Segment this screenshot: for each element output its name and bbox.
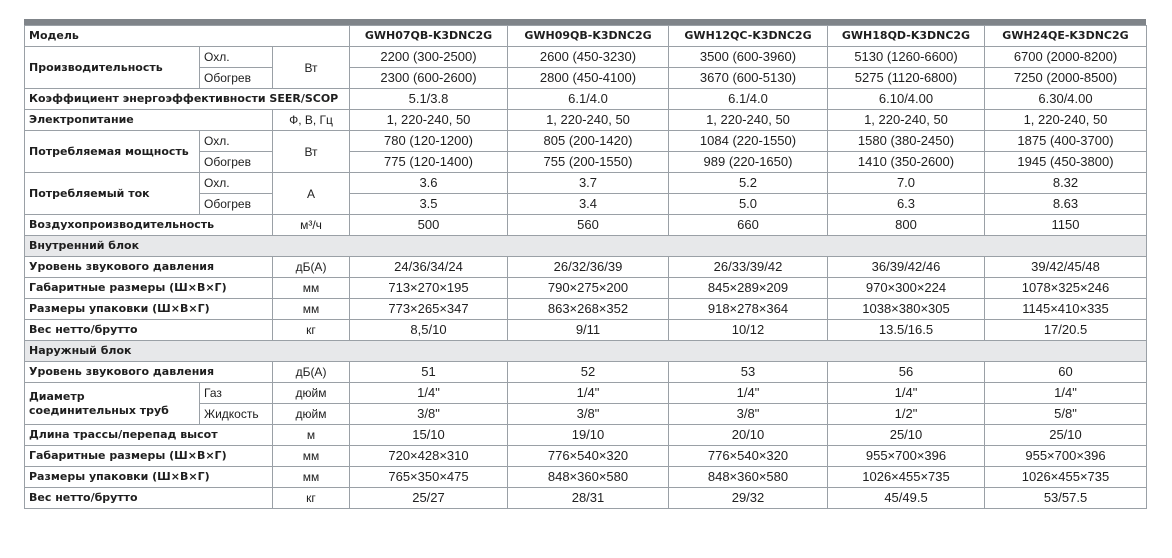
value-cell: 790×275×200 [508, 278, 669, 299]
value-cell: 3670 (600-5130) [669, 68, 828, 89]
value-cell: 5130 (1260-6600) [828, 47, 985, 68]
value-cell: 2200 (300-2500) [350, 47, 508, 68]
sub-label: Обогрев [200, 68, 273, 89]
model-name: GWH12QC-K3DNC2G [669, 26, 828, 47]
model-name: GWH24QE-K3DNC2G [985, 26, 1147, 47]
value-cell: 6700 (2000-8200) [985, 47, 1147, 68]
unit-cell: мм [273, 299, 350, 320]
unit-cell: мм [273, 467, 350, 488]
unit-cell: дБ(А) [273, 362, 350, 383]
value-cell: 3/8" [350, 404, 508, 425]
sub-label: Газ [200, 383, 273, 404]
unit-cell: кг [273, 488, 350, 509]
value-cell: 1145×410×335 [985, 299, 1147, 320]
sub-label: Охл. [200, 47, 273, 68]
value-cell: 1/4" [508, 383, 669, 404]
row-capacity-cool [25, 47, 1147, 68]
value-cell: 1/4" [350, 383, 508, 404]
row-label: Размеры упаковки (Ш×В×Г) [25, 467, 273, 488]
row-outdoor_noise [25, 362, 1147, 383]
value-cell: 3.6 [350, 173, 508, 194]
value-cell: 5/8" [985, 404, 1147, 425]
header-row [25, 26, 1147, 47]
unit-cell: м [273, 425, 350, 446]
value-cell: 1, 220-240, 50 [669, 110, 828, 131]
value-cell: 2800 (450-4100) [508, 68, 669, 89]
unit-cell: А [273, 173, 350, 215]
sub-label: Охл. [200, 173, 273, 194]
value-cell: 25/10 [828, 425, 985, 446]
sub-label: Обогрев [200, 152, 273, 173]
value-cell: 1/4" [828, 383, 985, 404]
row-label: Уровень звукового давления [25, 257, 273, 278]
value-cell: 3500 (600-3960) [669, 47, 828, 68]
value-cell: 8,5/10 [350, 320, 508, 341]
sub-label: Жидкость [200, 404, 273, 425]
unit-cell: дБ(А) [273, 257, 350, 278]
pipe-label-line2: соединительных труб [29, 403, 169, 417]
row-label: Электропитание [25, 110, 273, 131]
row-indoor_noise [25, 257, 1147, 278]
value-cell: 800 [828, 215, 985, 236]
value-cell: 28/31 [508, 488, 669, 509]
value-cell: 51 [350, 362, 508, 383]
row-indoor_dims [25, 278, 1147, 299]
row-pipe_length [25, 425, 1147, 446]
row-power_input-cool [25, 131, 1147, 152]
value-cell: 755 (200-1550) [508, 152, 669, 173]
unit-cell: кг [273, 320, 350, 341]
value-cell: 780 (120-1200) [350, 131, 508, 152]
row-pipe-gas [25, 383, 1147, 404]
value-cell: 5.1/3.8 [350, 89, 508, 110]
value-cell: 863×268×352 [508, 299, 669, 320]
value-cell: 776×540×320 [508, 446, 669, 467]
value-cell: 6.1/4.0 [669, 89, 828, 110]
value-cell: 7.0 [828, 173, 985, 194]
value-cell: 1875 (400-3700) [985, 131, 1147, 152]
value-cell: 1945 (450-3800) [985, 152, 1147, 173]
row-label: Габаритные размеры (Ш×В×Г) [25, 446, 273, 467]
row-current-cool [25, 173, 1147, 194]
value-cell: 3/8" [669, 404, 828, 425]
section-title: Внутренний блок [25, 236, 1147, 257]
value-cell: 3/8" [508, 404, 669, 425]
sub-label: Обогрев [200, 194, 273, 215]
row-label: Производительность [25, 47, 200, 89]
row-label: Коэффициент энергоэффективности SEER/SCOP [25, 89, 350, 110]
row-seer [25, 89, 1147, 110]
value-cell: 8.63 [985, 194, 1147, 215]
row-indoor_pack [25, 299, 1147, 320]
value-cell: 1150 [985, 215, 1147, 236]
value-cell: 1410 (350-2600) [828, 152, 985, 173]
row-outdoor_pack [25, 467, 1147, 488]
value-cell: 1078×325×246 [985, 278, 1147, 299]
value-cell: 3.5 [350, 194, 508, 215]
value-cell: 56 [828, 362, 985, 383]
value-cell: 5.0 [669, 194, 828, 215]
value-cell: 24/36/34/24 [350, 257, 508, 278]
value-cell: 52 [508, 362, 669, 383]
value-cell: 53 [669, 362, 828, 383]
value-cell: 39/42/45/48 [985, 257, 1147, 278]
value-cell: 6.30/4.00 [985, 89, 1147, 110]
value-cell: 848×360×580 [508, 467, 669, 488]
value-cell: 955×700×396 [828, 446, 985, 467]
value-cell: 6.1/4.0 [508, 89, 669, 110]
row-label: Длина трассы/перепад высот [25, 425, 273, 446]
value-cell: 20/10 [669, 425, 828, 446]
value-cell: 26/32/36/39 [508, 257, 669, 278]
value-cell: 2300 (600-2600) [350, 68, 508, 89]
row-power_supply [25, 110, 1147, 131]
value-cell: 918×278×364 [669, 299, 828, 320]
model-name: GWH07QB-K3DNC2G [350, 26, 508, 47]
value-cell: 845×289×209 [669, 278, 828, 299]
value-cell: 25/27 [350, 488, 508, 509]
value-cell: 3.4 [508, 194, 669, 215]
row-label [25, 383, 200, 425]
value-cell: 25/10 [985, 425, 1147, 446]
unit-cell: мм [273, 278, 350, 299]
model-name: GWH09QB-K3DNC2G [508, 26, 669, 47]
value-cell: 1038×380×305 [828, 299, 985, 320]
value-cell: 805 (200-1420) [508, 131, 669, 152]
sub-label: Охл. [200, 131, 273, 152]
value-cell: 500 [350, 215, 508, 236]
value-cell: 3.7 [508, 173, 669, 194]
value-cell: 29/32 [669, 488, 828, 509]
value-cell: 720×428×310 [350, 446, 508, 467]
value-cell: 1026×455×735 [985, 467, 1147, 488]
value-cell: 1026×455×735 [828, 467, 985, 488]
value-cell: 970×300×224 [828, 278, 985, 299]
value-cell: 1/2" [828, 404, 985, 425]
row-label: Габаритные размеры (Ш×В×Г) [25, 278, 273, 299]
value-cell: 776×540×320 [669, 446, 828, 467]
value-cell: 1, 220-240, 50 [828, 110, 985, 131]
value-cell: 1, 220-240, 50 [985, 110, 1147, 131]
value-cell: 9/11 [508, 320, 669, 341]
value-cell: 19/10 [508, 425, 669, 446]
row-label: Воздухопроизводительность [25, 215, 273, 236]
header-label: Модель [25, 26, 350, 47]
value-cell: 7250 (2000-8500) [985, 68, 1147, 89]
row-label: Потребляемая мощность [25, 131, 200, 173]
value-cell: 60 [985, 362, 1147, 383]
value-cell: 1/4" [669, 383, 828, 404]
row-outdoor_weight [25, 488, 1147, 509]
value-cell: 53/57.5 [985, 488, 1147, 509]
spec-table-body [25, 26, 1147, 509]
value-cell: 989 (220-1650) [669, 152, 828, 173]
value-cell: 6.3 [828, 194, 985, 215]
value-cell: 775 (120-1400) [350, 152, 508, 173]
spec-table [24, 25, 1147, 509]
value-cell: 660 [669, 215, 828, 236]
value-cell: 1, 220-240, 50 [350, 110, 508, 131]
value-cell: 45/49.5 [828, 488, 985, 509]
value-cell: 8.32 [985, 173, 1147, 194]
value-cell: 15/10 [350, 425, 508, 446]
value-cell: 1, 220-240, 50 [508, 110, 669, 131]
value-cell: 5275 (1120-6800) [828, 68, 985, 89]
value-cell: 36/39/42/46 [828, 257, 985, 278]
model-name: GWH18QD-K3DNC2G [828, 26, 985, 47]
value-cell: 5.2 [669, 173, 828, 194]
unit-cell: Ф, В, Гц [273, 110, 350, 131]
row-outdoor_dims [25, 446, 1147, 467]
unit-cell: Вт [273, 47, 350, 89]
unit-cell: дюйм [273, 383, 350, 404]
value-cell: 955×700×396 [985, 446, 1147, 467]
row-label: Уровень звукового давления [25, 362, 273, 383]
outdoor-section-row [25, 341, 1147, 362]
value-cell: 1084 (220-1550) [669, 131, 828, 152]
value-cell: 10/12 [669, 320, 828, 341]
value-cell: 13.5/16.5 [828, 320, 985, 341]
value-cell: 6.10/4.00 [828, 89, 985, 110]
unit-cell: Вт [273, 131, 350, 173]
value-cell: 2600 (450-3230) [508, 47, 669, 68]
row-indoor_weight [25, 320, 1147, 341]
row-airflow [25, 215, 1147, 236]
value-cell: 765×350×475 [350, 467, 508, 488]
value-cell: 848×360×580 [669, 467, 828, 488]
value-cell: 773×265×347 [350, 299, 508, 320]
pipe-label-line1: Диаметр [29, 389, 85, 403]
value-cell: 1/4" [985, 383, 1147, 404]
value-cell: 1580 (380-2450) [828, 131, 985, 152]
row-label: Вес нетто/брутто [25, 320, 273, 341]
unit-cell: дюйм [273, 404, 350, 425]
indoor-section-row [25, 236, 1147, 257]
unit-cell: мм [273, 446, 350, 467]
value-cell: 560 [508, 215, 669, 236]
value-cell: 17/20.5 [985, 320, 1147, 341]
value-cell: 713×270×195 [350, 278, 508, 299]
section-title: Наружный блок [25, 341, 1147, 362]
unit-cell: м³/ч [273, 215, 350, 236]
value-cell: 26/33/39/42 [669, 257, 828, 278]
row-label: Потребляемый ток [25, 173, 200, 215]
row-label: Вес нетто/брутто [25, 488, 273, 509]
row-label: Размеры упаковки (Ш×В×Г) [25, 299, 273, 320]
